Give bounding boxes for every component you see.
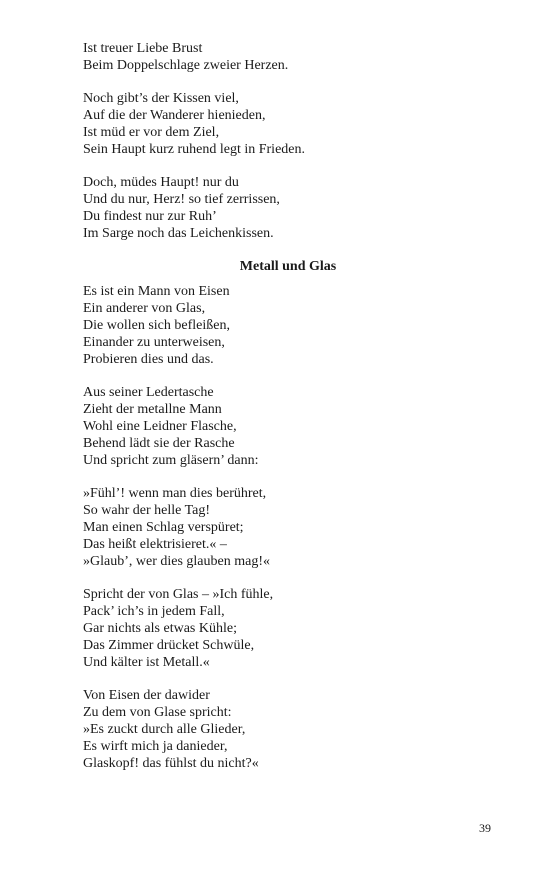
verse-line: Ist treuer Liebe Brust — [83, 41, 203, 56]
verse-line: Die wollen sich befleißen, — [83, 318, 230, 333]
verse-line: Es ist ein Mann von Eisen — [83, 284, 230, 299]
stanza — [83, 485, 493, 570]
stanza — [83, 687, 493, 772]
verse-line: Sein Haupt kurz ruhend legt in Frieden. — [83, 142, 306, 157]
verse-line: Im Sarge noch das Leichenkissen. — [83, 226, 274, 241]
verse-line: Wohl eine Leidner Flasche, — [83, 419, 237, 434]
verse-line: Und kälter ist Metall.« — [83, 655, 210, 670]
verse-line: Gar nichts als etwas Kühle; — [83, 621, 237, 636]
stanza — [83, 40, 493, 74]
verse-line: Ein anderer von Glas, — [83, 301, 206, 316]
verse-line: Von Eisen der dawider — [83, 688, 210, 703]
verse-line: Zu dem von Glase spricht: — [83, 705, 232, 720]
stanza — [83, 90, 493, 158]
verse-line: »Glaub’, wer dies glauben mag!« — [83, 554, 270, 569]
verse-line: Aus seiner Ledertasche — [83, 385, 214, 400]
verse-line: »Fühl’! wenn man dies berühret, — [83, 486, 267, 501]
verse-line: Behend lädt sie der Rasche — [83, 436, 235, 451]
verse-line: Pack’ ich’s in jedem Fall, — [83, 604, 225, 619]
verse-line: Das Zimmer drücket Schwüle, — [83, 638, 255, 653]
verse-line: Glaskopf! das fühlst du nicht?« — [83, 756, 259, 771]
stanza — [83, 586, 493, 671]
verse-line: Ist müd er vor dem Ziel, — [83, 125, 220, 140]
verse-line: Es wirft mich ja danieder, — [83, 739, 228, 754]
verse-line: Zieht der metallne Mann — [83, 402, 222, 417]
verse-line: Doch, müdes Haupt! nur du — [83, 175, 239, 190]
verse-line: Und spricht zum gläsern’ dann: — [83, 453, 259, 468]
verse-line: Auf die der Wanderer hienieden, — [83, 108, 266, 123]
page-number: 39 — [479, 821, 491, 835]
stanza — [83, 174, 493, 242]
poem-previous-ending — [83, 40, 493, 242]
poem-title: Metall und Glas — [239, 259, 337, 274]
verse-line: Das heißt elektrisieret.« – — [83, 537, 227, 552]
page-body — [83, 40, 493, 788]
stanza — [83, 384, 493, 469]
verse-line: »Es zuckt durch alle Glieder, — [83, 722, 246, 737]
verse-line: Noch gibt’s der Kissen viel, — [83, 91, 239, 106]
poem-metall-und-glas — [83, 283, 493, 772]
verse-line: Spricht der von Glas – »Ich fühle, — [83, 587, 274, 602]
verse-line: Und du nur, Herz! so tief zerrissen, — [83, 192, 280, 207]
verse-line: Einander zu unterweisen, — [83, 335, 225, 350]
stanza — [83, 283, 493, 368]
verse-line: Man einen Schlag verspüret; — [83, 520, 244, 535]
verse-line: Probieren dies und das. — [83, 352, 214, 367]
verse-line: Du findest nur zur Ruh’ — [83, 209, 217, 224]
verse-line: Beim Doppelschlage zweier Herzen. — [83, 58, 289, 73]
verse-line: So wahr der helle Tag! — [83, 503, 211, 518]
